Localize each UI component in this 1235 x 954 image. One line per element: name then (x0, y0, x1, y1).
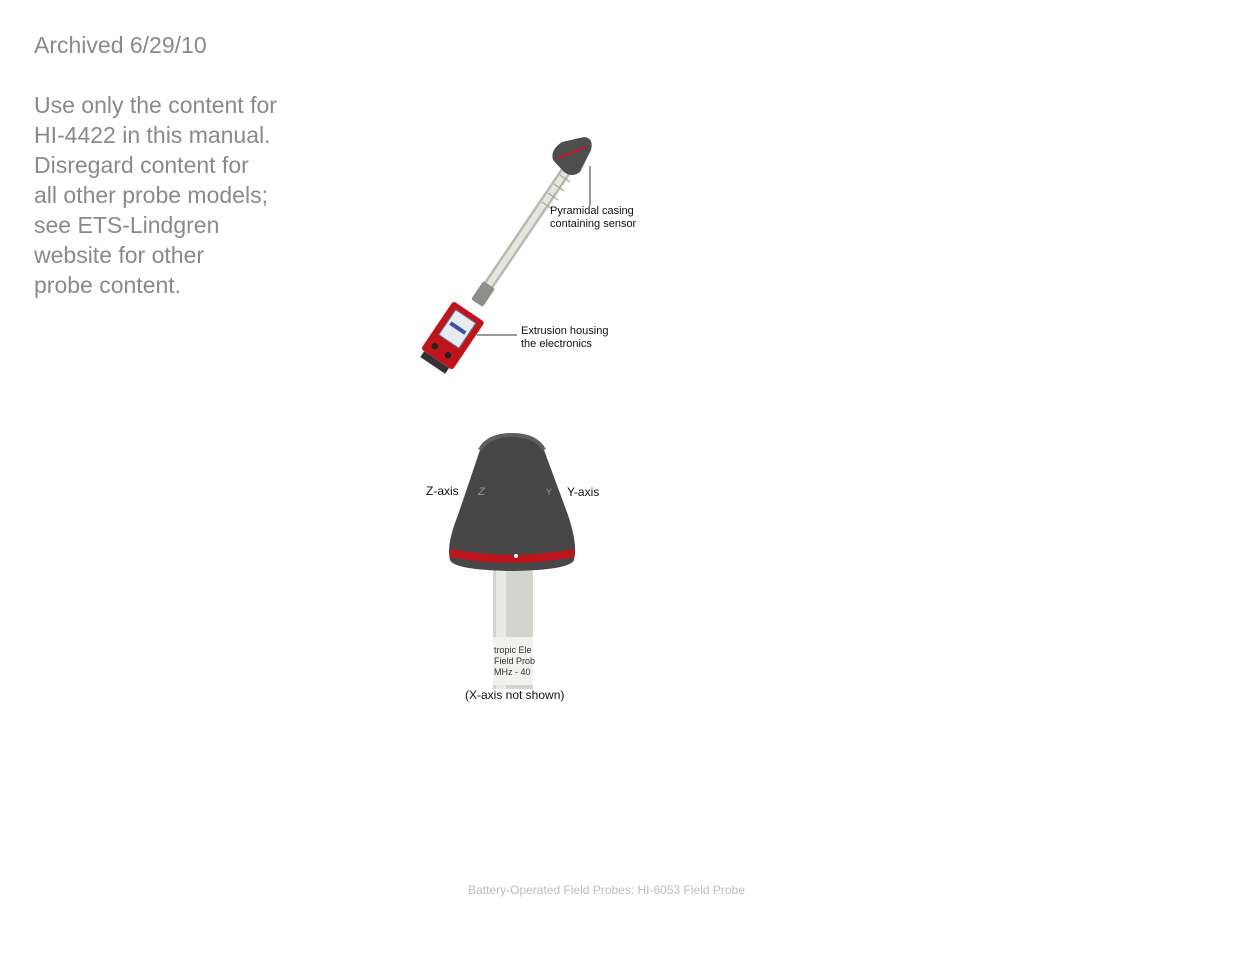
usage-notice-line: Disregard content for (34, 152, 249, 178)
housing-callout (521, 325, 608, 351)
housing-callout-line: the electronics (521, 338, 592, 350)
usage-notice-line: all other probe models; (34, 182, 268, 208)
casing-callout-line: containing sensor (550, 218, 637, 230)
shaft-label-line: Field Prob (494, 656, 536, 666)
foam-cone (449, 435, 575, 571)
usage-notice-line: HI-4422 in this manual. (34, 122, 271, 148)
usage-notice-line: website for other (34, 242, 205, 268)
usage-notice-line: see ETS-Lindgren (34, 212, 220, 238)
electronics-housing (417, 301, 485, 376)
band-marker-dot (514, 554, 518, 558)
shaft-label-line: MHz - 40 (494, 667, 531, 677)
x-axis-caption: (X-axis not shown) (465, 688, 565, 702)
usage-notice (34, 90, 324, 300)
usage-notice-line: Use only the content for (34, 92, 277, 118)
z-axis-mark: Z (478, 486, 485, 498)
sensor-closeup-illustration (410, 425, 630, 715)
probe-figure (400, 120, 660, 390)
casing-callout (550, 205, 636, 231)
shaft-label-line: tropic Ele (494, 645, 532, 655)
z-axis-label: Z-axis (426, 484, 459, 498)
sensor-closeup-figure (410, 425, 630, 715)
usage-notice-line: probe content. (34, 272, 182, 298)
pyramidal-casing (552, 137, 591, 175)
y-axis-mark: Y (546, 487, 553, 497)
housing-callout-line: Extrusion housing (521, 325, 609, 337)
page-footer: Battery-Operated Field Probes: HI-6053 Field Probe (468, 883, 745, 897)
archived-date: Archived 6/29/10 (34, 32, 207, 58)
casing-callout-line: Pyramidal casing (550, 205, 634, 217)
y-axis-label: Y-axis (567, 485, 600, 499)
